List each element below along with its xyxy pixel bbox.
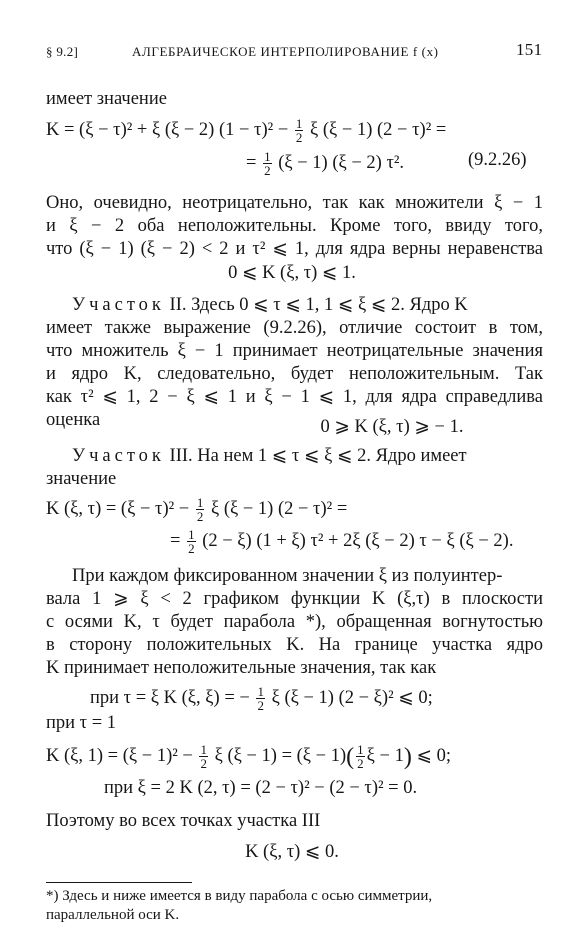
running-title: АЛГЕБРАИЧЕСКОЕ ИНТЕРПОЛИРОВАНИЕ f (x)	[132, 44, 439, 59]
text-line: значение	[46, 469, 117, 489]
text-line: K принимает неположительные значения, так как	[46, 658, 437, 678]
inequality: 0 ⩽ K (ξ, τ) ⩽ 1.	[228, 263, 356, 283]
text-line: Участок III. На нем 1 ⩽ τ ⩽ ξ ⩽ 2. Ядро имеет	[72, 446, 467, 466]
text-line: что (ξ − 1) (ξ − 2) < 2 и τ² ⩽ 1, для ядра верны неравенства	[46, 239, 543, 259]
text-line: при τ = 1	[46, 713, 117, 733]
equation-line: K (ξ, τ) = (ξ − τ)² − $\frac{1}{2}$ ξ (ξ − 1) (2 − τ)² =	[46, 495, 348, 524]
inequality: 0 ⩾ K (ξ, τ) ⩾ − 1.	[320, 417, 464, 437]
text-line: При каждом фиксированном значении ξ из полуинтер-	[72, 566, 503, 586]
fraction: $\frac{1}{2}$	[200, 742, 207, 771]
equation-line: K (ξ, 1) = (ξ − 1)² − $\frac{1}{2}$ ξ (ξ − 1) = (ξ − 1)( $\frac{1}{2}$ ξ − 1) ⩽ 0;	[46, 742, 451, 771]
equation-line: при ξ = 2 K (2, τ) = (2 − τ)² − (2 − τ)² = 0.	[104, 778, 418, 798]
text-line: и ядро K, следовательно, будет неположительным. Так	[46, 364, 543, 384]
text-line: вала 1 ⩾ ξ < 2 графиком функции K (ξ,τ) в плоскости	[46, 589, 543, 609]
inequality: K (ξ, τ) ⩽ 0.	[245, 842, 339, 862]
text-line: что множитель ξ − 1 принимает неотрицательные значения	[46, 341, 543, 361]
text-line: и ξ − 2 оба неположительны. Кроме того, ввиду того,	[46, 216, 543, 236]
text-line: Участок II. Здесь 0 ⩽ τ ⩽ 1, 1 ⩽ ξ ⩽ 2. Ядро K	[72, 295, 468, 315]
fraction: $\frac{1}{2}$	[188, 527, 195, 556]
section-label: Участок	[72, 446, 165, 466]
equation-line: = $\frac{1}{2}$ (ξ − 1) (ξ − 2) τ².	[246, 149, 405, 178]
footnote-rule	[46, 882, 192, 883]
equation-number: (9.2.26)	[468, 150, 527, 170]
footnote-line: параллельной оси K.	[46, 907, 180, 923]
fraction: $\frac{1}{2}$	[257, 684, 264, 713]
section-ref: § 9.2]	[46, 44, 79, 59]
equation-line: = $\frac{1}{2}$ (2 − ξ) (1 + ξ) τ² + 2ξ (ξ − 2) τ − ξ (ξ − 2).	[170, 527, 514, 556]
text-line: оценка	[46, 410, 101, 430]
text-line: Оно, очевидно, неотрицательно, так как множители ξ − 1	[46, 193, 543, 213]
text-line: в сторону положительных K. На границе участка ядро	[46, 635, 543, 655]
text-line: имеет значение	[46, 89, 167, 109]
fraction: $\frac{1}{2}$	[196, 495, 204, 524]
text-line: как τ² ⩽ 1, 2 − ξ ⩽ 1 и ξ − 1 ⩽ 1, для ядра справедлива	[46, 387, 543, 407]
footnote-line: *) Здесь и ниже имеется в виду парабола с осью симметрии,	[46, 888, 433, 904]
fraction: $\frac{1}{2}$	[295, 116, 303, 145]
page-number: 151	[516, 40, 543, 59]
text-line: Поэтому во всех точках участка III	[46, 811, 321, 831]
text-line: с осями K, τ будет парабола *), обращенная вогнутостью	[46, 612, 543, 632]
fraction: $\frac{1}{2}$	[357, 742, 364, 771]
equation-line: K = (ξ − τ)² + ξ (ξ − 2) (1 − τ)² − $\frac{1}{2}$ ξ (ξ − 1) (2 − τ)² =	[46, 116, 447, 145]
section-label: Участок	[72, 295, 165, 315]
equation-line: при τ = ξ K (ξ, ξ) = − $\frac{1}{2}$ ξ (ξ − 1) (2 − ξ)² ⩽ 0;	[90, 684, 433, 713]
text-line: имеет также выражение (9.2.26), отличие состоит в том,	[46, 318, 543, 338]
fraction: $\frac{1}{2}$	[264, 149, 271, 178]
